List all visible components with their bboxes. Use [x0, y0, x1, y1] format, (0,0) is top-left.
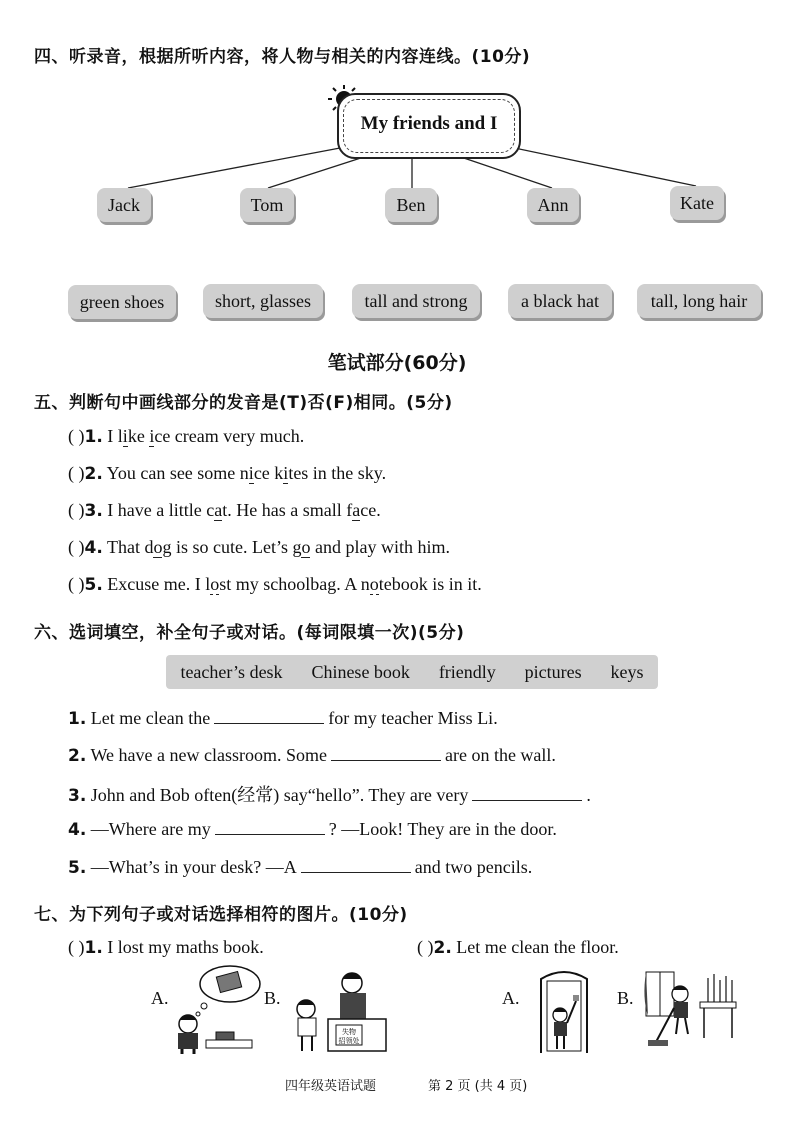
underlined-letter: a	[352, 500, 361, 520]
word-bank-item: friendly	[438, 661, 496, 682]
item-number: 3.	[68, 786, 87, 806]
center-title-box	[337, 93, 521, 159]
text: and two pencils.	[414, 857, 533, 877]
fill-blank[interactable]	[331, 744, 441, 761]
text: ke	[127, 426, 150, 446]
desc-short-glasses: short, glasses	[203, 284, 323, 318]
text: ce k	[253, 463, 284, 483]
text: g is so cute. Let’s g	[162, 537, 302, 557]
question-text: Let me clean the floor.	[456, 937, 619, 957]
item-number: 2.	[433, 938, 452, 958]
underlined-letter: o	[153, 537, 163, 557]
text: ce.	[360, 500, 381, 520]
q2-option-a-label: A.	[502, 988, 520, 1008]
text: tes in the sky.	[288, 463, 387, 483]
section7-heading: 七、为下列句子或对话选择相符的图片。(10分)	[34, 905, 408, 925]
text: I l	[107, 426, 123, 446]
text: st my schoolbag. A n	[219, 574, 370, 594]
answer-paren: ( )	[68, 463, 85, 483]
section6-heading: 六、选词填空，补全句子或对话。(每词限填一次)(5分)	[34, 623, 465, 643]
item-number: 5.	[68, 858, 87, 878]
text: That d	[106, 537, 154, 557]
desc-tall-strong: tall and strong	[352, 284, 480, 318]
s5-item-1	[68, 426, 304, 447]
word-bank	[166, 655, 658, 689]
desc-tall-long-hair: tall, long hair	[637, 284, 761, 318]
text: tebook is in it.	[378, 574, 482, 594]
text: John and Bob often(经常) say“hello”. They are very	[90, 785, 469, 805]
fill-blank[interactable]	[301, 856, 411, 873]
q2-option-b-label: B.	[617, 988, 634, 1008]
sign-text-line2: 招领处	[338, 1037, 360, 1045]
s7-question-1	[68, 937, 264, 958]
s7-question-2	[417, 937, 619, 958]
word-bank-item: teacher’s desk	[180, 661, 283, 682]
section5-heading: 五、判断句中画线部分的发音是(T)否(F)相同。(5分)	[34, 393, 453, 413]
text: and play with him.	[310, 537, 450, 557]
boy-thinking-book-illustration	[170, 962, 265, 1054]
answer-paren: ( )	[68, 500, 85, 520]
text: You can see some n	[106, 463, 249, 483]
item-number: 2.	[84, 464, 103, 484]
underlined-letter: i	[248, 463, 254, 483]
sign-text-line1: 失物	[342, 1028, 356, 1036]
text: ce cream very much.	[154, 426, 305, 446]
desc-green-shoes: green shoes	[68, 285, 176, 319]
name-kate: Kate	[670, 186, 724, 220]
footer-left: 四年级英语试题	[285, 1079, 377, 1094]
text: t. He has a small f	[222, 500, 353, 520]
lost-and-found-illustration	[288, 965, 388, 1055]
item-number: 4.	[68, 820, 87, 840]
s5-item-2	[68, 463, 386, 484]
s6-item-2	[68, 744, 556, 766]
girl-cleaning-window-illustration	[538, 965, 590, 1057]
s5-item-3	[68, 500, 381, 521]
center-title: My friends and I	[360, 113, 498, 134]
answer-paren: ( )	[68, 574, 85, 594]
s5-item-4	[68, 537, 450, 558]
word-bank-item: keys	[610, 661, 644, 682]
item-number: 2.	[68, 746, 87, 766]
text: are on the wall.	[444, 745, 556, 765]
question-text: I lost my maths book.	[107, 937, 264, 957]
text: ? —Look! They are in the door.	[328, 819, 557, 839]
text: —What’s in your desk? —A	[90, 857, 297, 877]
section4-heading: 四、听录音，根据所听内容，将人物与相关的内容连线。(10分)	[34, 47, 531, 67]
name-tom: Tom	[240, 188, 294, 222]
s6-item-1	[68, 707, 498, 729]
underlined-letter: a	[214, 500, 223, 520]
written-part-title: 笔试部分(60分)	[327, 352, 467, 374]
footer-page-number: 第 2 页 (共 4 页)	[428, 1079, 528, 1094]
q1-option-a-label: A.	[151, 988, 169, 1008]
answer-paren: ( )	[68, 537, 85, 557]
s5-item-5	[68, 574, 482, 595]
underlined-letter: i	[283, 463, 289, 483]
item-number: 5.	[84, 575, 103, 595]
answer-paren: ( )	[68, 426, 85, 446]
text: for my teacher Miss Li.	[328, 708, 498, 728]
q1-option-b-label: B.	[264, 988, 281, 1008]
text: I have a little c	[107, 500, 215, 520]
answer-paren: ( )	[68, 937, 85, 957]
underlined-letter: i	[122, 426, 128, 446]
name-jack: Jack	[97, 188, 151, 222]
word-bank-item: pictures	[524, 661, 582, 682]
boy-mopping-floor-illustration	[640, 968, 740, 1050]
underlined-letter: o	[301, 537, 311, 557]
fill-blank[interactable]	[215, 818, 325, 835]
name-ben: Ben	[385, 188, 437, 222]
item-number: 3.	[84, 501, 103, 521]
s6-item-3	[68, 781, 591, 807]
text: .	[586, 785, 591, 805]
word-bank-item: Chinese book	[311, 661, 410, 682]
item-number: 1.	[68, 709, 87, 729]
underlined-letter: o	[369, 574, 379, 594]
fill-blank[interactable]	[214, 707, 324, 724]
underlined-letter: o	[210, 574, 220, 594]
desc-black-hat: a black hat	[508, 284, 612, 318]
text: —Where are my	[90, 819, 211, 839]
s6-item-4	[68, 818, 557, 840]
s6-item-5	[68, 856, 532, 878]
item-number: 4.	[84, 538, 103, 558]
answer-paren: ( )	[417, 937, 434, 957]
item-number: 1.	[84, 427, 103, 447]
text: Excuse me. I l	[107, 574, 211, 594]
item-number: 1.	[84, 938, 103, 958]
name-ann: Ann	[527, 188, 579, 222]
fill-blank[interactable]	[472, 784, 582, 801]
text: Let me clean the	[90, 708, 211, 728]
text: We have a new classroom. Some	[90, 745, 327, 765]
underlined-letter: i	[149, 426, 155, 446]
